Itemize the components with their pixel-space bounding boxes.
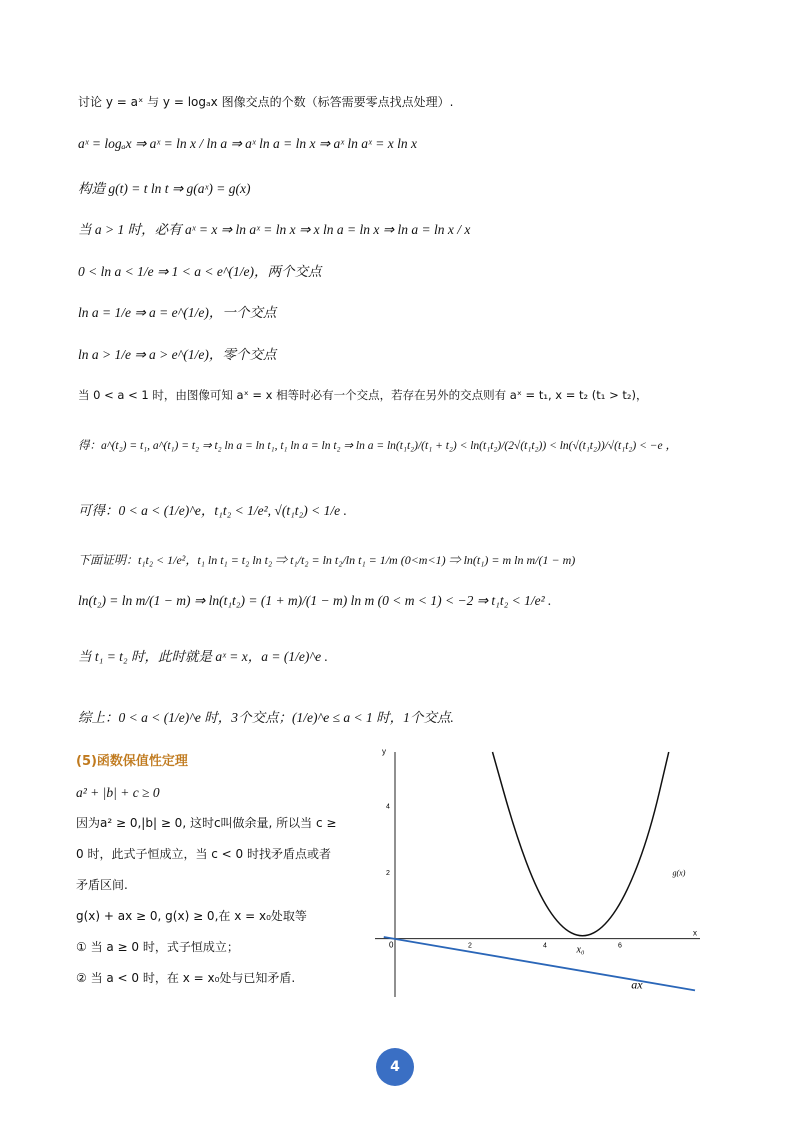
section-row: 0 时，此式子恒成立，当 c < 0 时找矛盾点或者 bbox=[76, 847, 331, 861]
text-line: ln a = 1/e ⇒ a = e^(1/e)，一个交点 bbox=[78, 305, 277, 320]
text-line: 可得：0 < a < (1/e)^e，t₁t₂ < 1/e², √(t₁t₂) < 1/e . bbox=[78, 503, 347, 518]
section-row: 矛盾区间. bbox=[76, 878, 128, 892]
y-tick-label: 4 bbox=[386, 803, 390, 811]
text-line: 构造 g(t) = t ln t ⇒ g(aˣ) = g(x) bbox=[78, 181, 251, 196]
x0-label: x₀ bbox=[576, 944, 585, 956]
section-row: 因为a² ≥ 0,|b| ≥ 0, 这时c叫做余量, 所以当 c ≥ bbox=[76, 816, 337, 830]
y-axis-label: y bbox=[382, 747, 386, 756]
section-row: a² + |b| + c ≥ 0 bbox=[76, 785, 160, 800]
text-line: 当 a > 1 时，必有 aˣ = x ⇒ ln aˣ = ln x ⇒ x ln a = ln x ⇒ ln a = ln x / x bbox=[78, 222, 471, 237]
page-number: 4 bbox=[376, 1048, 414, 1086]
function-graph bbox=[373, 742, 703, 997]
series-g-curve bbox=[493, 752, 669, 936]
section-heading: (5)函数保值性定理 bbox=[76, 754, 188, 769]
text-line: aˣ = logₐx ⇒ aˣ = ln x / ln a ⇒ aˣ ln a = ln x ⇒ aˣ ln aˣ = x ln x bbox=[78, 136, 417, 151]
section-row: g(x) + ax ≥ 0, g(x) ≥ 0,在 x = x₀处取等 bbox=[76, 909, 307, 923]
text-line: 讨论 y = aˣ 与 y = logₐx 图像交点的个数（标答需要零点找点处理）. bbox=[78, 95, 454, 109]
x-tick-label: 6 bbox=[618, 942, 622, 950]
origin-label: 0 bbox=[389, 940, 394, 950]
text-line: 综上：0 < a < (1/e)^e 时，3个交点；(1/e)^e ≤ a < 1 时，1个交点. bbox=[78, 710, 454, 725]
text-line: 当 0 < a < 1 时，由图像可知 aˣ = x 相等时必有一个交点，若存在另外的交点则有 aˣ = t₁, x = t₂ (t₁ > t₂)， bbox=[78, 388, 648, 402]
section-row: ② 当 a < 0 时，在 x = x₀处与已知矛盾. bbox=[76, 971, 296, 985]
text-line: ln(t₂) = ln m/(1 − m) ⇒ ln(t₁t₂) = (1 + m)/(1 − m) ln m (0 < m < 1) < −2 ⇒ t₁t₂ < 1/e² . bbox=[78, 593, 552, 608]
text-line: 0 < ln a < 1/e ⇒ 1 < a < e^(1/e)，两个交点 bbox=[78, 264, 322, 279]
y-tick-label: 2 bbox=[386, 870, 390, 877]
section-row: ① 当 a ≥ 0 时，式子恒成立； bbox=[76, 940, 239, 954]
text-line: ln a > 1/e ⇒ a > e^(1/e)，零个交点 bbox=[78, 347, 277, 362]
series-label-ax: ax bbox=[631, 977, 643, 992]
theorem-section bbox=[76, 750, 376, 998]
x-axis-label: x bbox=[693, 928, 697, 938]
text-line: 得：a^(t₂) = t₁, a^(t₁) = t₂ ⇒ t₂ ln a = ln t₁, t₁ ln a = ln t₂ ⇒ ln a = ln(t₁t₂)/(t₁ + t₂) < ln(t₁t₂)/(2√(t₁t₂)) < ln(√(t₁t₂))/√(t₁t₂) < −e ， bbox=[78, 440, 677, 452]
text-line: 当 t₁ = t₂ 时，此时就是 aˣ = x，a = (1/e)^e . bbox=[78, 649, 328, 664]
series-ax-line bbox=[384, 937, 695, 990]
series-label-g: g(x) bbox=[672, 868, 686, 878]
text-line: 下面证明：t₁t₂ < 1/e²，t₁ ln t₁ = t₂ ln t₂ ⇒ t₁/t₂ = ln t₂/ln t₁ = 1/m (0<m<1) ⇒ ln(t₁) = m ln m/(1 − m) bbox=[78, 553, 576, 567]
x-tick-label: 4 bbox=[543, 942, 547, 950]
x-tick-label: 2 bbox=[468, 942, 472, 950]
